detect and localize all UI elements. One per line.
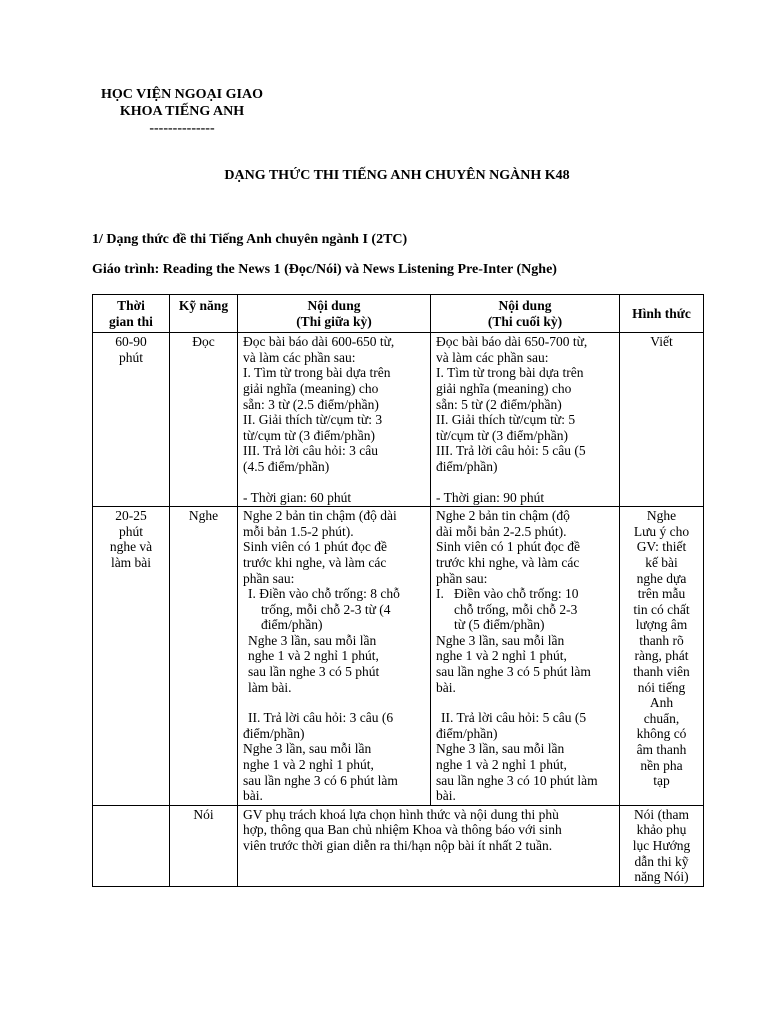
reading-final-line: sẵn: 5 từ (2 điểm/phần) [436, 396, 562, 412]
listening-mid-line: làm bài. [248, 679, 292, 695]
listening-final-line: II. Trả lời câu hỏi: 5 câu (5 [441, 710, 587, 726]
reading-final-content [431, 333, 620, 507]
listening-form-line: ràng, phát [634, 648, 689, 664]
blank-line [243, 695, 425, 710]
listening-time-line: phút [118, 523, 143, 539]
document-title: DẠNG THỨC THI TIẾNG ANH CHUYÊN NGÀNH K48 [224, 168, 570, 183]
listening-mid-line: II. Trả lời câu hỏi: 3 câu (6 [248, 710, 394, 726]
speaking-content-line: GV phụ trách khoá lựa chọn hình thức và nội dung thi phù [243, 806, 559, 822]
listening-time-line: làm bài [110, 554, 152, 570]
header-form: Hình thức [620, 295, 704, 333]
reading-final-line: và làm các phần sau: [436, 349, 549, 365]
listening-final-line: điểm/phần) [436, 725, 498, 741]
reading-mid-line: từ/cụm từ (3 điểm/phần) [243, 427, 375, 443]
listening-form-line: GV: thiết [636, 539, 687, 555]
listening-form-line: thanh rõ [639, 632, 684, 648]
listening-final-line: Sinh viên có 1 phút đọc đề [436, 539, 580, 555]
table-row-listening [93, 507, 704, 806]
speaking-content-line: hợp, thông qua Ban chủ nhiệm Khoa và thông báo với sinh [243, 822, 562, 838]
table-row-speaking [93, 805, 704, 886]
reading-final-line: điểm/phần) [436, 458, 498, 474]
reading-mid-line: III. Trả lời câu hỏi: 3 câu [243, 443, 378, 459]
listening-final-line: phần sau: [436, 570, 488, 586]
listening-form [620, 507, 704, 806]
listening-mid-line: mỗi bản 1.5-2 phút). [243, 523, 354, 539]
listening-form-line: nghe dựa [636, 570, 687, 586]
header-final-line: Nội dung [498, 298, 552, 313]
reading-final-line: III. Trả lời câu hỏi: 5 câu (5 [436, 443, 586, 459]
listening-final-line: nghe 1 và 2 nghỉ 1 phút, [436, 648, 567, 664]
section-heading: 1/ Dạng thức đề thi Tiếng Anh chuyên ngành I (2TC) [92, 232, 408, 247]
header-final [431, 295, 620, 333]
listening-form-line: chuẩn, [643, 710, 680, 726]
speaking-form-line: dẫn thi kỹ [634, 853, 689, 869]
listening-mid-line: nghe 1 và 2 nghỉ 1 phút, [248, 648, 379, 664]
listening-form-line: lượng âm [635, 617, 688, 633]
listening-final-line: sau lần nghe 3 có 5 phút làm [436, 664, 591, 680]
speaking-content [238, 805, 620, 886]
listening-form-line: âm thanh [636, 742, 687, 758]
reading-mid-line: và làm các phần sau: [243, 349, 356, 365]
speaking-form-line: khảo phụ [636, 822, 687, 838]
listening-mid-line: điểm/phần) [261, 617, 323, 633]
listening-form-line: nền pha [640, 757, 683, 773]
listening-form-line: tin có chất [633, 601, 690, 617]
listening-mid-line: phần sau: [243, 570, 295, 586]
speaking-form-line: năng Nói) [634, 869, 689, 885]
reading-mid-line: (4.5 điểm/phần) [243, 458, 330, 474]
listening-time-line: 20-25 [115, 508, 147, 524]
listening-final-line: từ (5 điểm/phần) [454, 617, 545, 633]
listening-final-line: bài. [436, 679, 456, 695]
listening-form-line: kế bài [645, 554, 678, 570]
listening-form-line: Anh [649, 695, 674, 711]
reading-final-line: II. Giải thích từ/cụm từ: 5 [436, 412, 576, 428]
listening-mid-line: trống, mỗi chỗ 2-3 từ (4 [261, 601, 391, 617]
blank-line [436, 475, 614, 490]
listening-final-line: dài mỗi bản 2-2.5 phút). [436, 523, 567, 539]
reading-skill: Đọc [170, 333, 238, 507]
reading-time-line: 60-90 [115, 334, 147, 350]
listening-final-line: bài. [436, 788, 456, 804]
reading-final-line: từ/cụm từ (3 điểm/phần) [436, 427, 568, 443]
listening-mid-line: nghe 1 và 2 nghỉ 1 phút, [243, 757, 374, 773]
listening-final-line: sau lần nghe 3 có 10 phút làm [436, 772, 598, 788]
blank-line [436, 695, 614, 710]
listening-form-line: Lưu ý cho [633, 523, 690, 539]
reading-mid-line: II. Giải thích từ/cụm từ: 3 [243, 412, 383, 428]
faculty-name: KHOA TIẾNG ANH [119, 104, 245, 119]
listening-final-line: Nghe 3 lần, sau mỗi lần [436, 632, 565, 648]
listening-skill: Nghe [170, 507, 238, 806]
listening-form-line: thanh viên [633, 664, 690, 680]
reading-time-line: phút [118, 349, 143, 365]
speaking-content-line: viên trước thời gian diễn ra thi/hạn nộp bài ít nhất 2 tuần. [243, 838, 553, 853]
header-mid-line: Nội dung [307, 298, 361, 313]
reading-final-line: Đọc bài báo dài 650-700 từ, [436, 334, 588, 350]
listening-final-line: nghe 1 và 2 nghỉ 1 phút, [436, 757, 567, 773]
listening-time [93, 507, 170, 806]
reading-mid-line: giải nghĩa (meaning) cho [243, 380, 379, 396]
listening-mid-content [238, 507, 431, 806]
listening-mid-line: điểm/phần) [243, 725, 305, 741]
header-time [93, 295, 170, 333]
header-mid-line: (Thi giữa kỳ) [296, 313, 372, 329]
blank-line [243, 475, 425, 490]
table-row-reading [93, 333, 704, 507]
table-header-row [93, 295, 704, 333]
header-mid [238, 295, 431, 333]
listening-final-line: I. Điền vào chỗ trống: 10 [436, 586, 579, 602]
listening-final-line: chỗ trống, mỗi chỗ 2-3 [454, 601, 578, 617]
listening-mid-line: I. Điền vào chỗ trống: 8 chỗ [248, 586, 400, 602]
listening-mid-line: sau lần nghe 3 có 5 phút [248, 664, 380, 680]
listening-mid-line: Nghe 2 bản tin chậm (độ dài [243, 508, 397, 524]
header-final-line: (Thi cuối kỳ) [487, 313, 563, 329]
speaking-form-line: lục Hướng [632, 838, 691, 853]
speaking-time [93, 805, 170, 886]
reading-mid-content [238, 333, 431, 507]
institution-name: HỌC VIỆN NGOẠI GIAO [101, 87, 263, 102]
listening-final-line: Nghe 3 lần, sau mỗi lần [436, 741, 565, 757]
listening-mid-line: Sinh viên có 1 phút đọc đề [243, 539, 387, 555]
listening-mid-line: bài. [243, 788, 263, 804]
reading-final-line: - Thời gian: 90 phút [436, 489, 545, 505]
exam-format-table [92, 294, 704, 887]
speaking-form [620, 805, 704, 886]
textbook-line: Giáo trình: Reading the News 1 (Đọc/Nói) và News Listening Pre-Inter (Nghe) [92, 262, 557, 277]
listening-time-line: nghe và [109, 539, 153, 555]
header-skill: Kỹ năng [170, 295, 238, 333]
listening-mid-line: Nghe 3 lần, sau mỗi lần [243, 741, 372, 757]
listening-form-line: tạp [653, 773, 670, 789]
reading-mid-line: I. Tìm từ trong bài dựa trên [243, 365, 391, 381]
listening-final-content [431, 507, 620, 806]
listening-mid-line: Nghe 3 lần, sau mỗi lần [248, 632, 377, 648]
reading-mid-line: sẵn: 3 từ (2.5 điểm/phần) [243, 396, 379, 412]
speaking-form-line: Nói (tham [633, 806, 690, 822]
reading-mid-line: Đọc bài báo dài 600-650 từ, [243, 334, 395, 350]
header-divider: -------------- [149, 121, 215, 136]
reading-form: Viết [620, 333, 704, 507]
listening-form-line: Nghe [646, 508, 677, 524]
listening-final-line: Nghe 2 bản tin chậm (độ [436, 508, 570, 524]
header-time-line: gian thi [109, 313, 153, 329]
listening-final-line: trước khi nghe, và làm các [436, 554, 580, 570]
reading-time [93, 333, 170, 507]
reading-mid-line: - Thời gian: 60 phút [243, 489, 352, 505]
reading-final-line: I. Tìm từ trong bài dựa trên [436, 365, 584, 381]
speaking-skill: Nói [170, 805, 238, 886]
listening-mid-line: sau lần nghe 3 có 6 phút làm [243, 772, 398, 788]
reading-final-line: giải nghĩa (meaning) cho [436, 380, 572, 396]
listening-mid-line: trước khi nghe, và làm các [243, 554, 387, 570]
listening-form-line: không có [636, 726, 687, 742]
listening-form-line: trên mẫu [637, 586, 686, 602]
listening-form-line: nói tiếng [637, 679, 686, 695]
header-time-line: Thời [117, 298, 145, 313]
